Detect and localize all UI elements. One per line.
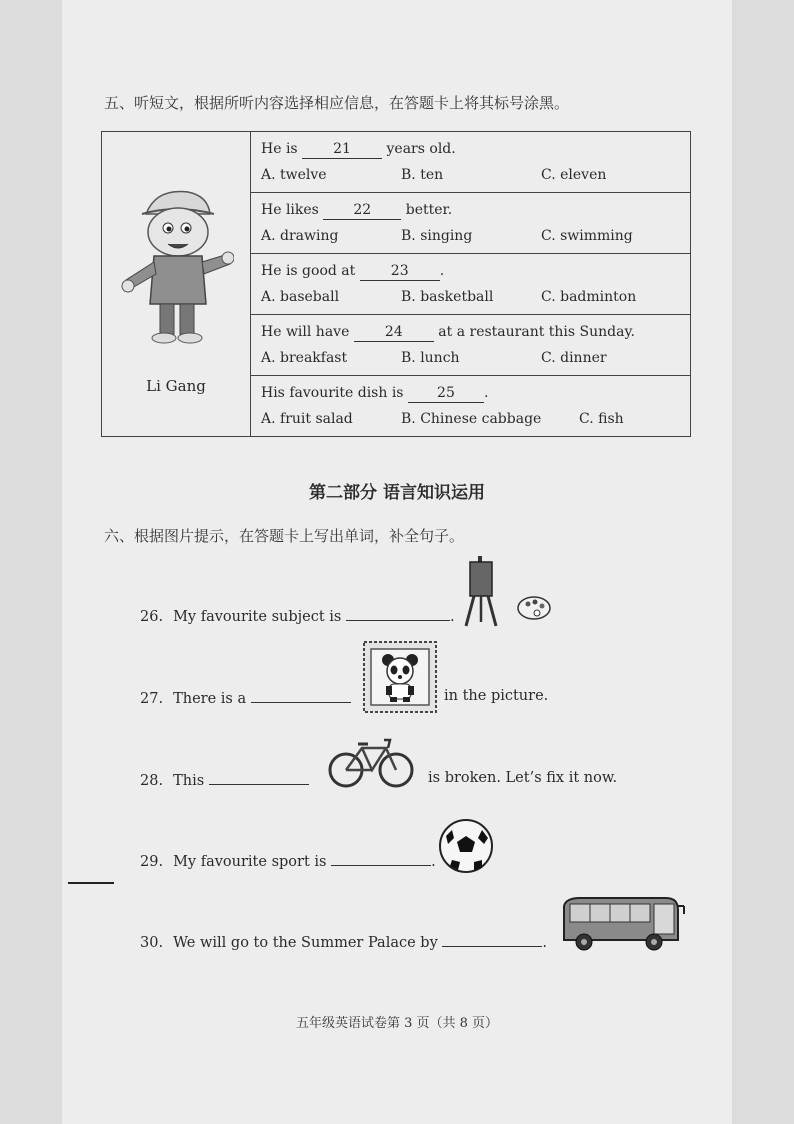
answer-blank[interactable]: 25 (408, 384, 484, 403)
question-stem-end: years old. (386, 141, 456, 157)
answer-blank[interactable] (442, 932, 542, 947)
answer-blank[interactable] (251, 688, 351, 703)
sentence-29 (140, 851, 436, 870)
question-stem-end: . (483, 385, 489, 401)
bicycle-icon (328, 732, 414, 790)
question-stem-end: better. (405, 202, 453, 218)
question-stem: He is good at (261, 263, 356, 279)
option-a[interactable]: A. twelve (261, 167, 327, 183)
panda-picture-icon (362, 640, 438, 714)
question-stem: His favourite dish is (261, 385, 404, 401)
question-stem: He is (261, 141, 298, 157)
page-footer: 五年级英语试卷第 3 页（共 8 页） (295, 1016, 499, 1031)
question-22 (251, 193, 691, 254)
sentence-28 (140, 770, 309, 789)
option-a[interactable]: A. drawing (261, 228, 339, 244)
option-b[interactable]: B. singing (401, 228, 473, 244)
answer-blank[interactable] (209, 770, 309, 785)
answer-blank[interactable]: 22 (323, 201, 401, 220)
sentence-text: My favourite sport is (173, 854, 327, 870)
question-number: 27. (140, 691, 164, 707)
option-b[interactable]: B. Chinese cabbage (401, 411, 542, 427)
section-6-title: 六、根据图片提示，在答题卡上写出单词，补全句子。 (104, 527, 465, 545)
sentence-30 (140, 932, 547, 951)
question-number: 26. (140, 609, 164, 625)
question-number: 28. (140, 773, 164, 789)
sentence-text: We will go to the Summer Palace by (173, 935, 438, 951)
question-stem-end: . (439, 263, 445, 279)
question-25 (251, 376, 691, 437)
option-a[interactable]: A. baseball (261, 289, 340, 305)
option-c[interactable]: C. eleven (541, 167, 607, 183)
character-cell (102, 132, 251, 437)
question-number: 30. (140, 935, 164, 951)
sentence-end: . (449, 609, 455, 625)
sentence-28-end: is broken. Let’s fix it now. (428, 770, 618, 786)
part-2-title: 第二部分 语言知识运用 (309, 483, 485, 503)
question-24 (251, 315, 691, 376)
section-5-title: 五、听短文，根据所听内容选择相应信息，在答题卡上将其标号涂黑。 (104, 94, 570, 112)
sentence-27-end: in the picture. (444, 688, 549, 704)
option-c[interactable]: C. badminton (541, 289, 637, 305)
answer-blank[interactable] (331, 851, 431, 866)
option-c[interactable]: C. swimming (541, 228, 633, 244)
character-name: Li Gang (146, 377, 206, 395)
sentence-end: . (542, 935, 547, 951)
bus-icon (558, 892, 686, 952)
option-c[interactable]: C. fish (579, 411, 624, 427)
boy-cartoon-icon (116, 184, 234, 354)
option-a[interactable]: A. breakfast (261, 350, 348, 366)
option-b[interactable]: B. ten (401, 167, 444, 183)
answer-blank[interactable]: 23 (360, 262, 440, 281)
question-stem: He will have (261, 324, 350, 340)
option-c[interactable]: C. dinner (541, 350, 607, 366)
margin-mark (68, 882, 114, 884)
listening-table (101, 131, 691, 437)
question-number: 29. (140, 854, 164, 870)
option-b[interactable]: B. basketball (401, 289, 494, 305)
question-23 (251, 254, 691, 315)
question-21 (251, 132, 691, 193)
answer-blank[interactable]: 24 (354, 323, 434, 342)
option-b[interactable]: B. lunch (401, 350, 460, 366)
sentence-text: My favourite subject is (173, 609, 342, 625)
question-stem-end: at a restaurant this Sunday. (438, 324, 635, 340)
sentence-text: There is a (173, 691, 247, 707)
answer-blank[interactable] (346, 606, 450, 621)
sentence-text: This (173, 773, 205, 789)
sentence-27 (140, 688, 351, 707)
question-stem: He likes (261, 202, 319, 218)
soccer-ball-icon (438, 818, 494, 874)
option-a[interactable]: A. fruit salad (261, 411, 353, 427)
sentence-end: . (431, 854, 436, 870)
easel-palette-icon (464, 552, 554, 628)
sentence-26 (140, 606, 455, 625)
answer-blank[interactable]: 21 (302, 140, 382, 159)
